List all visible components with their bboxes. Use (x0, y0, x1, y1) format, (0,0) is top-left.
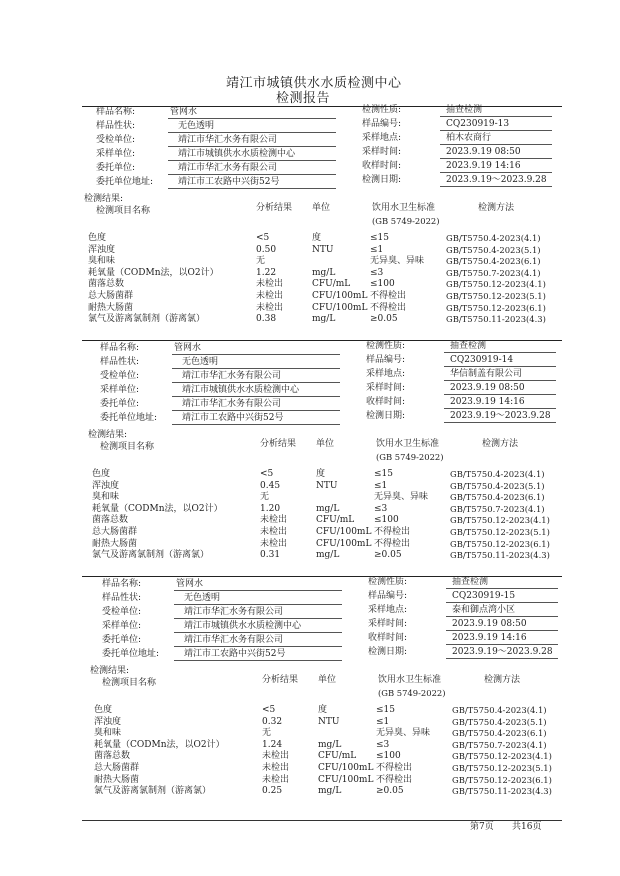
standard-value: 无异臭、异味 (374, 492, 429, 503)
standard-value: ≤3 (374, 503, 388, 514)
sample-property-label: 样品性状: (96, 121, 136, 131)
standard-value: 不得检出 (370, 291, 407, 301)
result-value: 未检出 (262, 751, 290, 762)
result-value: <5 (256, 233, 270, 243)
standard-value: 不得检出 (374, 527, 411, 537)
underline (174, 618, 342, 619)
result-value: <5 (260, 469, 274, 479)
underline (172, 396, 340, 397)
underline (168, 188, 336, 189)
underline (168, 146, 336, 147)
sampling-location-label: 采样地点: (368, 605, 408, 615)
commissioning-unit-value: 靖江市华汇水务有限公司 (178, 163, 278, 173)
sampling-unit-label: 采样单位: (100, 385, 140, 395)
sampling-unit-label: 采样单位: (102, 621, 142, 631)
underline (174, 646, 342, 647)
underline (444, 394, 556, 395)
unit-value: mg/L (318, 786, 342, 797)
standard-value: 不得检出 (370, 302, 407, 313)
method-value: GB/T5750.11-2023(4.3) (452, 786, 552, 797)
unit-value: mg/L (312, 267, 336, 278)
method-value: GB/T5750.4-2023(4.1) (452, 705, 547, 715)
test-date-label: 检测日期: (368, 647, 408, 657)
item-name: 耐热大肠菌 (94, 774, 140, 785)
item-name: 耗氧量（CODMn法，以O2计） (94, 739, 225, 750)
receiving-time-value: 2023.9.19 14:16 (446, 161, 521, 171)
inspected-unit-value: 靖江市华汇水务有限公司 (182, 371, 282, 381)
item-name: 耐热大肠菌 (88, 302, 134, 313)
results-title: 检测结果: (90, 666, 130, 676)
test-date-value: 2023.9.19～2023.9.28 (452, 647, 553, 657)
item-name: 总大肠菌群 (92, 527, 138, 537)
commissioning-address-label: 委托单位地址: (100, 413, 158, 423)
sample-number-value: CQ230919-14 (450, 355, 514, 365)
unit-value: CFU/100mL (318, 774, 374, 785)
result-value: 1.22 (256, 267, 277, 278)
standard-value: 不得检出 (376, 763, 413, 773)
method-value: GB/T5750.4-2023(4.1) (446, 233, 541, 243)
report-header-subtitle: 检测报告 (276, 91, 331, 106)
underline (444, 422, 556, 423)
item-name: 菌落总数 (88, 279, 125, 290)
underline (440, 144, 552, 145)
underline (446, 630, 558, 631)
sample-name-label: 样品名称: (102, 579, 142, 589)
unit-value: NTU (316, 480, 338, 491)
underline (172, 382, 340, 383)
inspected-unit-label: 受检单位: (96, 135, 136, 145)
method-value: GB/T5750.7-2023(4.1) (452, 739, 547, 750)
unit-value: CFU/100mL (318, 763, 374, 773)
unit-value: NTU (318, 716, 340, 727)
underline (446, 644, 558, 645)
col-method-header: 检测方法 (478, 203, 515, 213)
unit-value: mg/L (318, 739, 342, 750)
receiving-time-value: 2023.9.19 14:16 (452, 633, 527, 643)
standard-value: ≤1 (376, 716, 390, 727)
test-nature-value: 抽查检测 (446, 105, 483, 115)
standard-value: 无异臭、异味 (376, 728, 431, 739)
underline (168, 160, 336, 161)
item-name: 耐热大肠菌 (92, 538, 138, 549)
col-method-header: 检测方法 (482, 439, 519, 449)
commissioning-address-value: 靖江市工农路中兴街52号 (184, 649, 286, 659)
underline (440, 116, 552, 117)
standard-value: ≥0.05 (376, 786, 404, 797)
underline (440, 130, 552, 131)
method-value: GB/T5750.4-2023(5.1) (446, 244, 541, 255)
result-value: 无 (260, 492, 270, 503)
receiving-time-label: 收样时间: (368, 633, 408, 643)
unit-value: CFU/mL (318, 751, 357, 762)
result-value: <5 (262, 705, 276, 715)
test-date-value: 2023.9.19～2023.9.28 (446, 175, 547, 185)
result-value: 1.24 (262, 739, 283, 750)
sample-number-label: 样品编号: (368, 591, 408, 601)
unit-value: 度 (312, 233, 322, 243)
standard-value: ≤15 (376, 705, 395, 715)
method-value: GB/T5750.4-2023(6.1) (452, 728, 547, 739)
underline (444, 366, 556, 367)
underline (172, 354, 340, 355)
item-name: 菌落总数 (94, 751, 131, 762)
page-number: 第7页 (470, 822, 494, 832)
sampling-time-value: 2023.9.19 08:50 (446, 147, 521, 157)
sample-name-label: 样品名称: (100, 343, 140, 353)
underline (440, 186, 552, 187)
underline (168, 174, 336, 175)
sampling-time-value: 2023.9.19 08:50 (450, 383, 525, 393)
result-value: 未检出 (262, 763, 290, 773)
underline (444, 380, 556, 381)
item-name: 臭和味 (88, 256, 116, 267)
result-value: 无 (256, 256, 266, 267)
unit-value: NTU (312, 244, 334, 255)
underline (446, 588, 558, 589)
standard-value: ≤3 (376, 739, 390, 750)
page-total: 共16页 (512, 822, 542, 832)
inspected-unit-value: 靖江市华汇水务有限公司 (178, 135, 278, 145)
commissioning-unit-label: 委托单位: (96, 163, 136, 173)
standard-value: ≤100 (370, 279, 395, 290)
commissioning-address-label: 委托单位地址: (96, 177, 154, 187)
col-item-header: 检测项目名称 (102, 678, 157, 688)
method-value: GB/T5750.12-2023(5.1) (446, 291, 546, 301)
underline (172, 410, 340, 411)
sampling-unit-value: 靖江市城镇供水水质检测中心 (182, 385, 300, 395)
underline (174, 604, 342, 605)
unit-value: CFU/mL (312, 279, 351, 290)
sample-number-value: CQ230919-13 (446, 119, 510, 129)
sample-name-label: 样品名称: (96, 107, 136, 117)
item-name: 色度 (88, 233, 107, 243)
item-name: 氯气及游离氯制剂（游离氯） (88, 314, 206, 325)
result-value: 0.25 (262, 786, 283, 797)
underline (440, 158, 552, 159)
sample-name-value: 管网水 (170, 107, 198, 117)
unit-value: mg/L (316, 550, 340, 561)
standard-value: ≤3 (370, 267, 384, 278)
standard-value: 不得检出 (376, 774, 413, 785)
unit-value: 度 (318, 705, 328, 715)
result-value: 0.50 (256, 244, 277, 255)
test-nature-value: 抽查检测 (450, 341, 487, 351)
item-name: 耗氧量（CODMn法，以O2计） (92, 503, 223, 514)
method-value: GB/T5750.4-2023(6.1) (446, 256, 541, 267)
sample-name-value: 管网水 (176, 579, 204, 589)
header-rule (82, 106, 562, 107)
footer-rule (82, 820, 562, 821)
col-standard-header: 饮用水卫生标准 (376, 439, 440, 449)
col-result-header: 分析结果 (256, 203, 293, 213)
underline (172, 368, 340, 369)
result-value: 0.32 (262, 716, 283, 727)
underline (168, 118, 336, 119)
col-unit-header: 单位 (318, 675, 337, 685)
underline (174, 660, 342, 661)
underline (446, 658, 558, 659)
item-name: 浑浊度 (94, 716, 122, 727)
method-value: GB/T5750.4-2023(5.1) (452, 716, 547, 727)
standard-value: ≤15 (370, 233, 389, 243)
underline (168, 132, 336, 133)
method-value: GB/T5750.12-2023(5.1) (450, 527, 550, 537)
sample-property-value: 无色透明 (182, 357, 219, 367)
sample-property-label: 样品性状: (100, 357, 140, 367)
sample-name-value: 管网水 (174, 343, 202, 353)
result-value: 未检出 (256, 279, 284, 290)
method-value: GB/T5750.4-2023(6.1) (450, 492, 545, 503)
col-unit-header: 单位 (316, 439, 335, 449)
col-standard-code: (GB 5749-2022) (378, 688, 446, 698)
method-value: GB/T5750.11-2023(4.3) (450, 550, 550, 561)
inspected-unit-value: 靖江市华汇水务有限公司 (184, 607, 284, 617)
commissioning-address-value: 靖江市工农路中兴街52号 (182, 413, 284, 423)
item-name: 色度 (92, 469, 111, 479)
results-title: 检测结果: (88, 430, 128, 440)
commissioning-address-label: 委托单位地址: (102, 649, 160, 659)
underline (174, 590, 342, 591)
method-value: GB/T5750.12-2023(5.1) (452, 763, 552, 773)
sampling-location-label: 采样地点: (362, 133, 402, 143)
test-nature-label: 检测性质: (368, 577, 408, 587)
col-unit-header: 单位 (312, 203, 331, 213)
commissioning-address-value: 靖江市工农路中兴街52号 (178, 177, 280, 187)
col-item-header: 检测项目名称 (100, 442, 155, 452)
receiving-time-value: 2023.9.19 14:16 (450, 397, 525, 407)
sample-number-label: 样品编号: (366, 355, 406, 365)
item-name: 浑浊度 (88, 244, 116, 255)
col-standard-code: (GB 5749-2022) (376, 452, 444, 462)
underline (446, 616, 558, 617)
item-name: 臭和味 (94, 728, 122, 739)
sample-number-label: 样品编号: (362, 119, 402, 129)
commissioning-unit-value: 靖江市华汇水务有限公司 (182, 399, 282, 409)
sampling-location-value: 柏木农商行 (446, 133, 492, 143)
method-value: GB/T5750.4-2023(5.1) (450, 480, 545, 491)
method-value: GB/T5750.12-2023(4.1) (450, 515, 550, 526)
underline (444, 352, 556, 353)
section-divider (82, 340, 562, 341)
unit-value: 度 (316, 469, 326, 479)
results-title: 检测结果: (84, 194, 124, 204)
receiving-time-label: 收样时间: (362, 161, 402, 171)
underline (440, 172, 552, 173)
sampling-location-value: 华信制盖有限公司 (450, 369, 523, 379)
result-value: 0.45 (260, 480, 281, 491)
unit-value: CFU/mL (316, 515, 355, 526)
method-value: GB/T5750.12-2023(6.1) (450, 538, 550, 549)
underline (172, 424, 340, 425)
test-date-label: 检测日期: (366, 411, 406, 421)
inspected-unit-label: 受检单位: (102, 607, 142, 617)
result-value: 无 (262, 728, 272, 739)
sampling-location-label: 采样地点: (366, 369, 406, 379)
standard-value: ≤1 (374, 480, 388, 491)
item-name: 总大肠菌群 (94, 763, 140, 773)
test-date-label: 检测日期: (362, 175, 402, 185)
col-result-header: 分析结果 (262, 675, 299, 685)
standard-value: ≤1 (370, 244, 384, 255)
col-standard-header: 饮用水卫生标准 (372, 203, 436, 213)
result-value: 未检出 (260, 515, 288, 526)
unit-value: CFU/100mL (316, 527, 372, 537)
method-value: GB/T5750.11-2023(4.3) (446, 314, 546, 325)
standard-value: ≥0.05 (370, 314, 398, 325)
method-value: GB/T5750.7-2023(4.1) (446, 267, 541, 278)
col-standard-code: (GB 5749-2022) (372, 216, 440, 226)
standard-value: ≤15 (374, 469, 393, 479)
item-name: 菌落总数 (92, 515, 129, 526)
commissioning-unit-label: 委托单位: (102, 635, 142, 645)
commissioning-unit-value: 靖江市华汇水务有限公司 (184, 635, 284, 645)
col-result-header: 分析结果 (260, 439, 297, 449)
test-nature-value: 抽查检测 (452, 577, 489, 587)
item-name: 总大肠菌群 (88, 291, 134, 301)
result-value: 未检出 (260, 538, 288, 549)
result-value: 未检出 (256, 291, 284, 301)
sample-property-value: 无色透明 (178, 121, 215, 131)
sample-number-value: CQ230919-15 (452, 591, 516, 601)
standard-value: ≥0.05 (374, 550, 402, 561)
inspected-unit-label: 受检单位: (100, 371, 140, 381)
underline (444, 408, 556, 409)
standard-value: 不得检出 (374, 538, 411, 549)
receiving-time-label: 收样时间: (366, 397, 406, 407)
item-name: 耗氧量（CODMn法，以O2计） (88, 267, 219, 278)
section-divider (82, 576, 562, 577)
sampling-time-label: 采样时间: (368, 619, 408, 629)
result-value: 0.31 (260, 550, 281, 561)
col-method-header: 检测方法 (484, 675, 521, 685)
sampling-time-label: 采样时间: (366, 383, 406, 393)
sampling-unit-label: 采样单位: (96, 149, 136, 159)
test-date-value: 2023.9.19～2023.9.28 (450, 411, 551, 421)
sampling-unit-value: 靖江市城镇供水水质检测中心 (178, 149, 296, 159)
method-value: GB/T5750.4-2023(4.1) (450, 469, 545, 479)
report-header-title: 靖江市城镇供水水质检测中心 (226, 76, 402, 91)
item-name: 浑浊度 (92, 480, 120, 491)
underline (174, 632, 342, 633)
commissioning-unit-label: 委托单位: (100, 399, 140, 409)
unit-value: CFU/100mL (316, 538, 372, 549)
standard-value: ≤100 (374, 515, 399, 526)
standard-value: ≤100 (376, 751, 401, 762)
item-name: 臭和味 (92, 492, 120, 503)
method-value: GB/T5750.12-2023(6.1) (452, 774, 552, 785)
col-standard-header: 饮用水卫生标准 (378, 675, 442, 685)
standard-value: 无异臭、异味 (370, 256, 425, 267)
result-value: 1.20 (260, 503, 281, 514)
underline (446, 602, 558, 603)
sampling-time-value: 2023.9.19 08:50 (452, 619, 527, 629)
col-item-header: 检测项目名称 (96, 206, 151, 216)
test-nature-label: 检测性质: (366, 341, 406, 351)
item-name: 色度 (94, 705, 113, 715)
result-value: 未检出 (260, 527, 288, 537)
item-name: 氯气及游离氯制剂（游离氯） (92, 550, 210, 561)
result-value: 0.38 (256, 314, 277, 325)
result-value: 未检出 (256, 302, 284, 313)
method-value: GB/T5750.12-2023(4.1) (446, 279, 546, 290)
sampling-unit-value: 靖江市城镇供水水质检测中心 (184, 621, 302, 631)
unit-value: mg/L (316, 503, 340, 514)
item-name: 氯气及游离氯制剂（游离氯） (94, 786, 212, 797)
sample-property-label: 样品性状: (102, 593, 142, 603)
result-value: 未检出 (262, 774, 290, 785)
test-nature-label: 检测性质: (362, 105, 402, 115)
method-value: GB/T5750.12-2023(6.1) (446, 302, 546, 313)
sampling-time-label: 采样时间: (362, 147, 402, 157)
method-value: GB/T5750.7-2023(4.1) (450, 503, 545, 514)
sample-property-value: 无色透明 (184, 593, 221, 603)
unit-value: CFU/100mL (312, 302, 368, 313)
method-value: GB/T5750.12-2023(4.1) (452, 751, 552, 762)
sampling-location-value: 泰和御点湾小区 (452, 605, 516, 615)
unit-value: CFU/100mL (312, 291, 368, 301)
unit-value: mg/L (312, 314, 336, 325)
